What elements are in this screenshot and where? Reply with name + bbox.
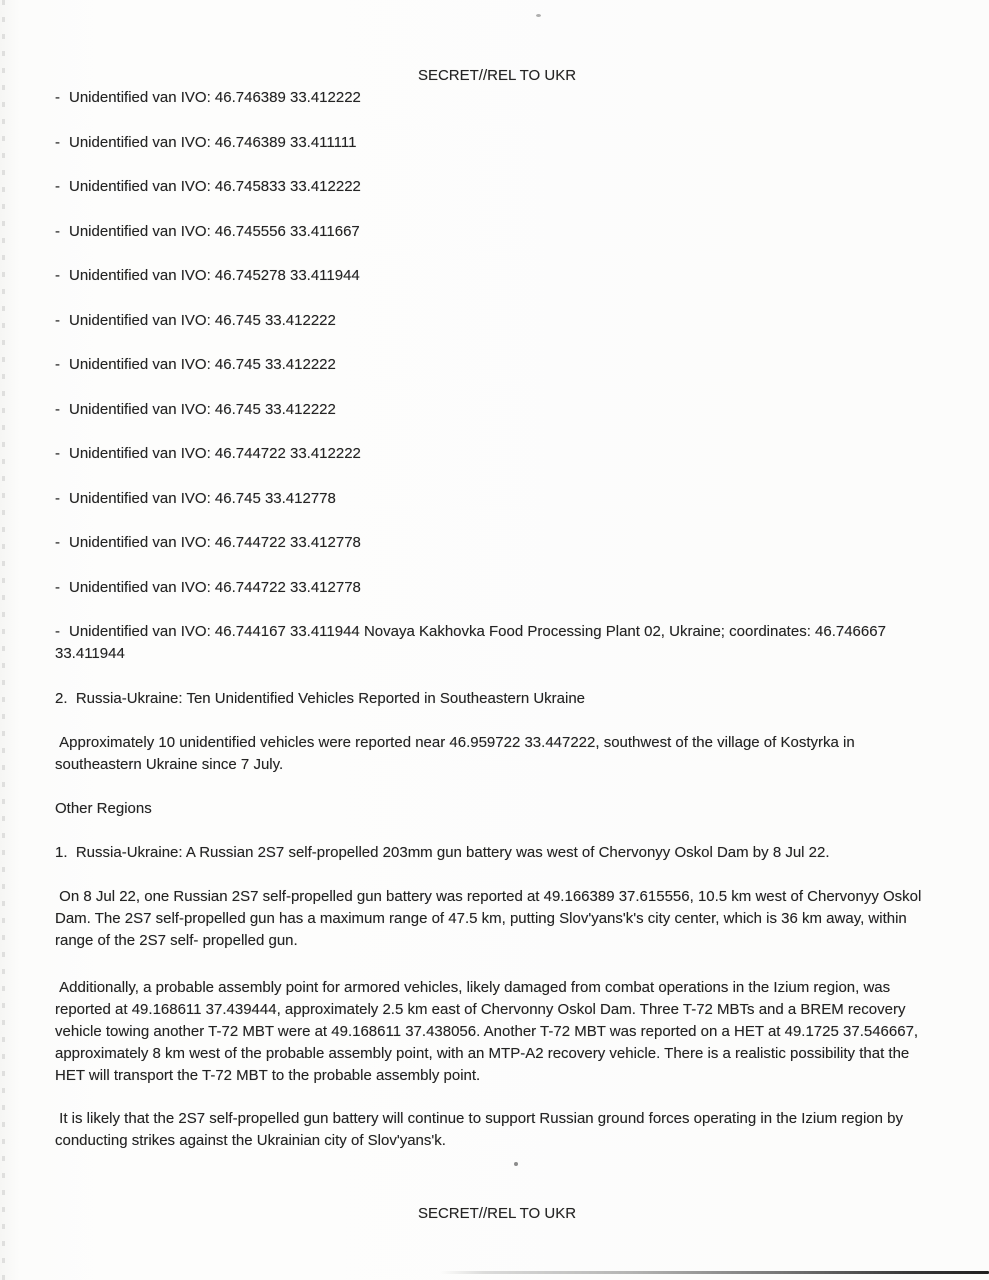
list-item xyxy=(55,399,939,421)
bullet-dash: - xyxy=(55,534,60,551)
list-item xyxy=(55,577,939,599)
list-item xyxy=(55,621,939,665)
bullet-dash: - xyxy=(55,267,60,284)
bullet-dash: - xyxy=(55,356,60,373)
list-item xyxy=(55,354,939,376)
van-sighting: Unidentified van IVO: 46.745278 33.411944 xyxy=(69,267,360,284)
van-sighting: Unidentified van IVO: 46.745 33.412778 xyxy=(69,489,336,507)
list-item xyxy=(55,132,939,154)
bullet-dash: - xyxy=(55,89,60,106)
list-item xyxy=(55,310,939,332)
van-sighting: Unidentified van IVO: 46.744722 33.412778 xyxy=(69,534,361,551)
scan-edge-artifact xyxy=(2,0,5,1280)
paragraph-gun-battery-3: It is likely that the 2S7 self-propelled gun battery will continue to support Russian ground forces operating in the Izium region by conducting strikes against the Ukrainian city of Slov'yans'k. xyxy=(55,1109,908,1149)
scan-speck-middle xyxy=(514,1162,518,1166)
other-regions-heading: Other Regions xyxy=(55,799,152,817)
van-sighting: Unidentified van IVO: 46.745 33.412222 xyxy=(69,356,336,373)
van-sighting: Unidentified van IVO: 46.745833 33.412222 xyxy=(69,178,361,195)
bullet-dash: - xyxy=(55,623,60,640)
paragraph-gun-battery-2: Additionally, a probable assembly point for armored vehicles, likely damaged from combat operations in the Izium region, was reported at 49.168611 37.439444, approximately 2.5 km east of Chervonny Oskol Dam. Three T-72 MBTs and a BREM recovery vehicle towing another T-72 MBT were at 49.168611 37.438056. Another T-72 MBT was reported on a HET at 49.1725 37.546667, approximately 8 km west of the probable assembly point, with an MTP-A2 recovery vehicle. There is a realistic possibility that the HET will transport the T-72 MBT to the probable assembly point. xyxy=(55,978,923,1084)
classification-banner-top: SECRET//REL TO UKR xyxy=(417,67,577,84)
bullet-dash: - xyxy=(55,445,60,462)
van-sighting: Unidentified van IVO: 46.745 33.412222 xyxy=(69,400,336,418)
paragraph-ten-vehicles: Approximately 10 unidentified vehicles were reported near 46.959722 33.447222, southwest of the village of Kostyrka in southeastern Ukraine since 7 July. xyxy=(55,733,859,773)
paragraph-gun-battery-1: On 8 Jul 22, one Russian 2S7 self-propelled gun battery was reported at 49.166389 37.615556, 10.5 km west of Chervonyy Oskol Dam. The 2S7 self-propelled gun has a maximum range of 47.5 km, putting Slov'yans'k's city center, which is 36 km away, within range of the 2S7 self- propelled gun. xyxy=(55,887,926,949)
section-heading-ten-vehicles: 2. Russia-Ukraine: Ten Unidentified Vehicles Reported in Southeastern Ukraine xyxy=(55,689,586,707)
van-sighting: Unidentified van IVO: 46.745 33.412222 xyxy=(69,311,336,329)
classification-banner-bottom: SECRET//REL TO UKR xyxy=(417,1205,577,1222)
document-content xyxy=(55,65,939,1174)
bullet-dash: - xyxy=(55,178,60,195)
section-heading-gun-battery: 1. Russia-Ukraine: A Russian 2S7 self-propelled 203mm gun battery was west of Chervonyy Oskol Dam by 8 Jul 22. xyxy=(55,843,830,861)
list-item xyxy=(55,87,939,109)
van-sighting: Unidentified van IVO: 46.745556 33.411667 xyxy=(69,222,360,240)
bullet-dash: - xyxy=(55,311,60,329)
list-item xyxy=(55,265,939,287)
bullet-dash: - xyxy=(55,222,60,240)
scan-speck-top xyxy=(536,14,541,17)
list-item xyxy=(55,176,939,198)
list-item xyxy=(55,443,939,465)
van-sighting: Unidentified van IVO: 46.746389 33.411111 xyxy=(69,133,357,151)
list-item xyxy=(55,532,939,554)
bullet-dash: - xyxy=(55,578,60,596)
bullet-dash: - xyxy=(55,133,60,151)
scan-line-artifact xyxy=(440,1271,989,1274)
list-item xyxy=(55,221,939,243)
van-sighting: Unidentified van IVO: 46.746389 33.412222 xyxy=(69,89,361,106)
list-item xyxy=(55,488,939,510)
bullet-dash: - xyxy=(55,489,60,507)
van-sighting: Unidentified van IVO: 46.744722 33.412778 xyxy=(69,578,361,596)
van-sighting: Unidentified van IVO: 46.744722 33.412222 xyxy=(69,445,361,462)
bullet-dash: - xyxy=(55,400,60,418)
van-sighting: Unidentified van IVO: 46.744167 33.411944 Novaya Kakhovka Food Processing Plant 02, Ukraine; coordinates: 46.746667 33.411944 xyxy=(55,623,891,662)
